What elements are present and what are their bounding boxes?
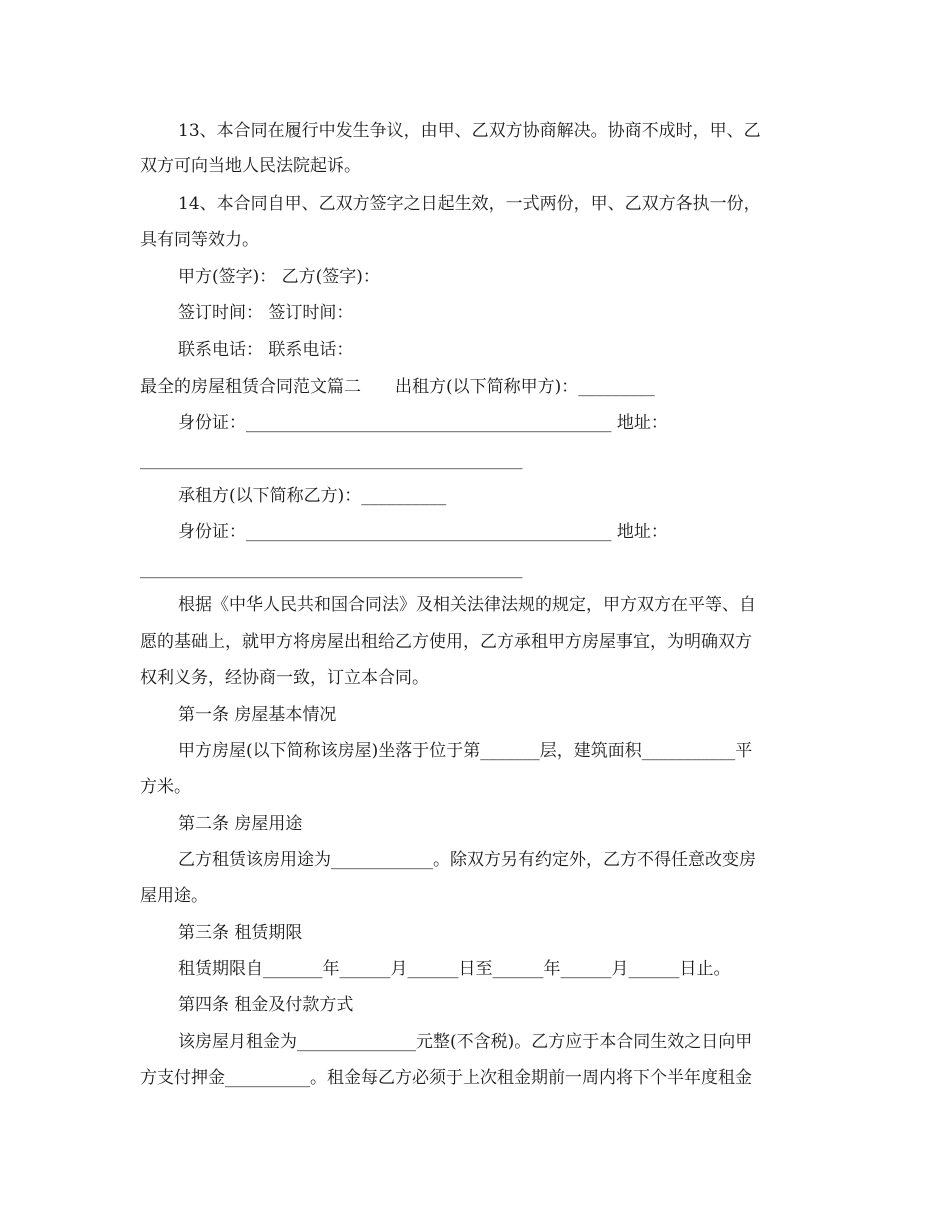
article-1-line-1: 甲方房屋(以下简称该房屋)坐落于位于第_______层，建筑面积___________平 xyxy=(178,741,753,761)
article-4-line-2: 方支付押金__________。租金每乙方必须于上次租金期前一周内将下个半年度租金 xyxy=(140,1068,752,1088)
clause-14-line-2: 具有同等效力。 xyxy=(140,230,259,250)
preamble-line-2: 愿的基础上，就甲方将房屋出租给乙方使用，乙方承租甲方房屋事宜，为明确双方 xyxy=(140,632,752,652)
article-3-heading: 第三条 租赁期限 xyxy=(178,923,303,943)
article-3-line-1: 租赁期限自_______年______月______日至______年______月______日止。 xyxy=(178,959,731,979)
lessee-line: 承租方(以下简称乙方)：__________ xyxy=(178,486,447,506)
section-two-heading: 最全的房屋租赁合同范文篇二 出租方(以下简称甲方)：_________ xyxy=(140,377,655,397)
clause-14-line-1: 14、本合同自甲、乙双方签字之日起生效，一式两份，甲、乙双方各执一份， xyxy=(178,194,761,214)
article-4-line-1: 该房屋月租金为______________元整(不含税)。乙方应于本合同生效之日向甲 xyxy=(178,1032,753,1052)
sign-date-line: 签订时间： 签订时间： xyxy=(178,303,354,323)
article-4-heading: 第四条 租金及付款方式 xyxy=(178,995,354,1015)
lessor-id-line: 身份证：___________________________________________ 地址： xyxy=(178,413,668,433)
clause-13-line-2: 双方可向当地人民法院起诉。 xyxy=(140,156,361,176)
preamble-line-3: 权利义务，经协商一致，订立本合同。 xyxy=(140,668,429,688)
lessee-id-line: 身份证：___________________________________________ 地址： xyxy=(178,522,668,542)
contact-phone-line: 联系电话： 联系电话： xyxy=(178,340,354,360)
signature-line: 甲方(签字)： 乙方(签字)： xyxy=(178,267,380,287)
preamble-line-1: 根据《中华人民共和国合同法》及相关法律法规的规定，甲方双方在平等、自 xyxy=(178,595,756,615)
article-2-line-2: 屋用途。 xyxy=(140,886,208,906)
article-1-heading: 第一条 房屋基本情况 xyxy=(178,705,337,725)
lessor-address-blank: _____________________________________________ xyxy=(140,450,523,470)
article-2-heading: 第二条 房屋用途 xyxy=(178,814,303,834)
article-1-line-2: 方米。 xyxy=(140,777,191,797)
clause-13-line-1: 13、本合同在履行中发生争议，由甲、乙双方协商解决。协商不成时，甲、乙 xyxy=(178,121,761,141)
lessee-address-blank: _____________________________________________ xyxy=(140,559,523,579)
article-2-line-1: 乙方租赁该房用途为____________。除双方另有约定外，乙方不得任意改变房 xyxy=(178,850,756,870)
